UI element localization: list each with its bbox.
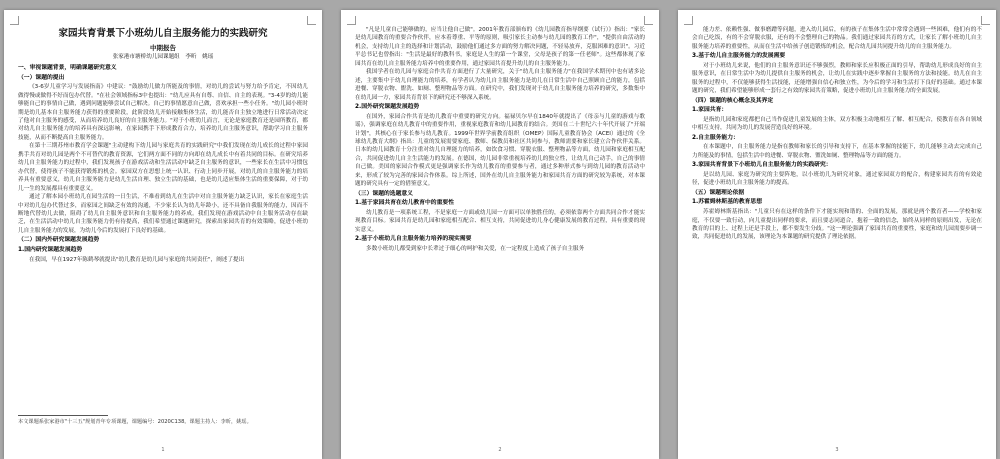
section-heading: 1.家园共育：: [692, 107, 728, 114]
body-paragraph: 在本课题中，自主服务能力是指在教师和家长的引导和支持下，在基本掌握的技能下，幼儿能够主动去完成自己力所能及的事情，包括生活中的进餐、穿脱衣物、盥洗如厕、整理物品等方面的能力。: [692, 144, 982, 159]
crop-mark-top-right: [644, 16, 653, 25]
page-number: 2: [498, 447, 502, 453]
footnote: 本文课题系张家港市"十三五"规划青年专项课题，课题编号：2020C138。课题主持人：李昕，姚瑶。: [18, 419, 252, 425]
page-3-body: [692, 26, 982, 242]
body-paragraph: "凡是儿童自己能够做的，应当让他自己做"。2001年教育部颁布的《幼儿园教育指导纲要（试行）》指出："家长是幼儿园教育的重要合作伙伴，应本着尊重、平等的原则，吸引家长主动参与幼儿园的教育工作"，"提供自由活动的机会，支持幼儿自主的选择和计划活动，鼓励他们通过多方面的努力解决问题，不轻易放弃，克服困难的意识"。习近平总书记也曾指出："生活是最好的教科书，家庭是人生的第一个课堂，父母是孩子的第一任老师"。这些都体现了家园共育在幼儿自主服务能力培养中的重要作用，通过家园共育提升幼儿的自主服务能力。: [355, 27, 645, 67]
body-paragraph: 在国外，家园合作共育是幼儿教育中重要的研究方向。福禄贝尔早在1840年就提出了《母亲与儿童的游戏与歌谣》，强调家庭在幼儿教育中的重要作用，重视家庭教育和幼儿园教育的结合。美国在二十世纪六十年代开展了"开端计划"，其核心在于家长参与幼儿教育。1999年世界学前教育组织（OMEP）国际儿童教育协会（ACEI）通过的《全球幼儿教育大纲》指出：儿童的发展需要家庭、教师、保教员和社区共同参与，教师需要和家长建立合作伙伴关系。日本的幼儿园教育十分注重对幼儿自理能力的培养，如饮食习惯、穿脱衣服、整理物品等方面，幼儿园和家庭相互配合，共同促进幼儿自主生活能力的发展。在德国，幼儿园非常重视培养幼儿的独立性，让幼儿自己动手，自己的事情自己做。美国的家园合作模式更是强调家长作为幼儿教育的重要参与者，通过多种形式参与到幼儿园的教育活动中来，形成了较为完善的家园合作体系。综上所述，国外在幼儿自主服务能力和家园共育方面的研究较为系统，对本课题的研究具有一定的借鉴意义。: [355, 113, 645, 188]
crop-mark-top-left: [684, 16, 693, 25]
document-subtitle: 中期报告: [150, 44, 176, 52]
crop-mark-top-right: [981, 16, 990, 25]
page-1-body: [18, 64, 308, 264]
crop-mark-top-left: [347, 16, 356, 25]
body-paragraph: 通过了解本园小班幼儿在园生活的一日生活，不难看到幼儿在生活中对自主服务能力缺乏认识，家长在家庭生活中对幼儿包办代替过多，而家园之间缺乏有效的沟通，不少家长认为幼儿年龄小，还不具备自我服务的能力，因而不断地代替幼儿去做，阻碍了幼儿自主服务意识和自主服务能力的养成。我们发现在游戏活动中自主服务活动存在缺乏，在生活活动中幼儿自主服务能力仍有待提高，我们希望通过课题研究，探索出家园共育的有效策略，促进小班幼儿自主服务能力的发展，为幼儿今后的发展打下良好的基础。: [18, 194, 308, 234]
body-paragraph: 能力差、依赖性强、做事磨蹭等问题，进入幼儿园后，有的孩子在集体生活中常常会遇到一些困难，他们有的不会自己吃饭，有的不会穿脱衣服，还有的不会整理自己的物品。我们通过家园共育的方式，让家长了解小班幼儿自主服务能力培养的重要性，从而在生活中给孩子创造锻炼的机会，配合幼儿园共同提升幼儿的自主服务能力。: [692, 27, 982, 50]
crop-mark-top-left: [10, 16, 19, 25]
section-heading: （五）课题理论依据: [692, 189, 745, 196]
crop-mark-top-right: [307, 16, 316, 25]
footnote-separator: [18, 415, 108, 416]
body-paragraph: 幼儿教育是一项系统工程，不是家庭一方面或幼儿园一方面可以单独胜任的，必须依靠两个方面共同合作才能实现教育目标。家园共育是幼儿园和家庭相互配合、相互支持，共同促进幼儿身心健康发展的教育过程，具有重要的现实意义。: [355, 209, 645, 233]
page-number: 3: [835, 447, 839, 453]
section-heading: （三）课题的选题意义: [355, 190, 413, 197]
document-page-3: [678, 10, 996, 459]
body-paragraph: 是指幼儿园和家庭都把自己当作促进儿童发展的主体，双方积极主动地相互了解、相互配合，使教育在各自领域中相互支持，共同为幼儿的发展营造良好的环境。: [692, 116, 982, 132]
section-heading: （一）课题的提出: [18, 74, 65, 81]
section-heading: 2.自主服务能力：: [692, 134, 739, 141]
section-heading: 3.基于幼儿自主服务能力的发展需要: [692, 53, 786, 60]
section-heading: （二）国内外研究课题发展趋势: [18, 237, 100, 244]
body-paragraph: 在我国，早在1927年陈鹤琴就提出"幼儿教育是幼儿园与家庭的共同责任"，阐述了提出: [29, 256, 245, 263]
body-paragraph: 是以幼儿园、家庭为研究的主要阵地，以小班幼儿为研究对象，通过家园双方的配合，构建家园共育的有效途径，促进小班幼儿自主服务能力的提高。: [692, 171, 982, 187]
page-2-body: [355, 26, 645, 253]
body-paragraph: 苏霍姆林斯基指出："儿童只有在这样的条件下才能实现和谐的、全面的发展，那就是两个教育者——学校和家庭，不仅要一致行动，向儿童提出同样的要求，而且要志同道合，抱着一致的信念，始终从同样的原则出发，无论在教育的目的上、过程上还是手段上，都不要发生分歧。"这一理论强调了家园共育的重要性，家庭和幼儿园需要步调一致，共同促进幼儿的发展，该理论为本课题的研究提供了理论依据。: [692, 209, 982, 241]
document-page-2: [341, 10, 659, 459]
body-paragraph: 《3-6岁儿童学习与发展指南》中建议："鼓励幼儿做力所能及的事情，对幼儿的尝试与努力给予肯定，不因幼儿做得慢或做得不好而包办代替。"在社会领域指标3中也提出："幼儿应具有自尊、自信、自主的表现。"3-4岁的幼儿能够能自己的事情自己做，遇到问题能够尝试自己解决。自己的事情愿意自己做，喜欢承担一些小任务。"幼儿园小班时期是幼儿基本自主服务能力获得的重要阶段，此阶段幼儿开始接触集体生活，幼儿能否自主独立地进行日常活动决定了他对自主服务的感受，从而培养幼儿良好的自主服务能力。"对于小班幼儿而言，无论是家庭教育还是园所教育，都对幼儿自主服务能力的培养具有深远影响，在家园携手下形成教育合力，培养幼儿自主服务意识，帮助学习自主服务技能，从而不断提高自主服务能力。: [18, 84, 308, 141]
section-heading: 1.苏霍姆林斯基的教育思想: [692, 199, 763, 206]
section-heading: 一、审视课题背景，明确课题研究意义: [18, 65, 117, 71]
body-paragraph: 我国学者在幼儿园与家庭合作共育方面进行了大量研究，关于"幼儿自主服务能力"在我国学术期刊中也有诸多论述，主要集中于幼儿自理能力的培养，有学者认为幼儿自主服务能力是幼儿在日常生活中自己照顾自己的能力，包括进餐、穿脱衣物、盥洗、如厕、整理物品等方面。在研究中，我们发现对于幼儿自主服务能力培养的研究，多数集中在幼儿园一方，家园共育背景下的研究还不够深入系统。: [355, 69, 645, 101]
document-title: 家园共育背景下小班幼儿自主服务能力的实践研究: [58, 28, 268, 39]
section-heading: 2.国外研究课题发展趋势: [355, 104, 420, 111]
body-paragraph: 对于小班幼儿来说，他们的自主服务意识还不够强烈，教师和家长应积极正面的引导，帮助幼儿形成良好的自主服务意识，在日常生活中为幼儿提供自主服务的机会，让幼儿在实践中逐步掌握自主服务的方法和技能。幼儿在自主服务的过程中，不仅能够获得生活技能，还能增强自信心和独立性，为今后的学习和生活打下良好的基础。通过本课题的研究，我们希望能够形成一套行之有效的家园共育策略，促进小班幼儿自主服务能力的全面发展。: [692, 62, 982, 95]
body-paragraph: 多数小班幼儿都受到家中长辈过于细心的呵护和关爱，在一定程度上造成了孩子自主服务: [366, 245, 585, 252]
section-heading: 2.基于小班幼儿自主服务能力培养的现实需要: [355, 236, 472, 243]
document-page-1: [4, 10, 322, 459]
section-heading: 3.家园共育背景下小班幼儿自主服务能力的实践研究：: [692, 162, 832, 169]
section-heading: 1.基于家园共育在幼儿教育中的重要性: [355, 200, 454, 207]
section-heading: 1.国内研究课题发展趋势: [18, 246, 83, 253]
section-heading: （四）课题的核心概念及其界定: [692, 97, 774, 104]
document-authors: 张家港市塘桥幼儿园课题组 李昕 姚瑶: [112, 54, 214, 60]
page-number: 1: [161, 447, 165, 453]
body-paragraph: 在第十三期苏州市教育学会课题"主动建构下幼儿园与家庭共育的实践研究"中我们发现在幼儿成长的过程中家园携手共育对幼儿园是两个不可替代的教育资源，它们两方面不同的方向却在幼儿成长中有着共同的目标。在研究培养幼儿自主服务能力的过程中，我们发现孩子在游戏活动和生活活动中缺乏自主服务的意识，一些家长在生活中习惯包办代替，使得孩子不能获得锻炼的机会。家园双方在思想上统一认识、行动上同步开展，对幼儿的自主服务能力的培养具有重要意义，幼儿自主服务能力是幼儿生活自理、独立生活的基础，也是幼儿适应集体生活的重要保障，对于幼儿一生的发展都具有重要意义。: [18, 143, 308, 192]
